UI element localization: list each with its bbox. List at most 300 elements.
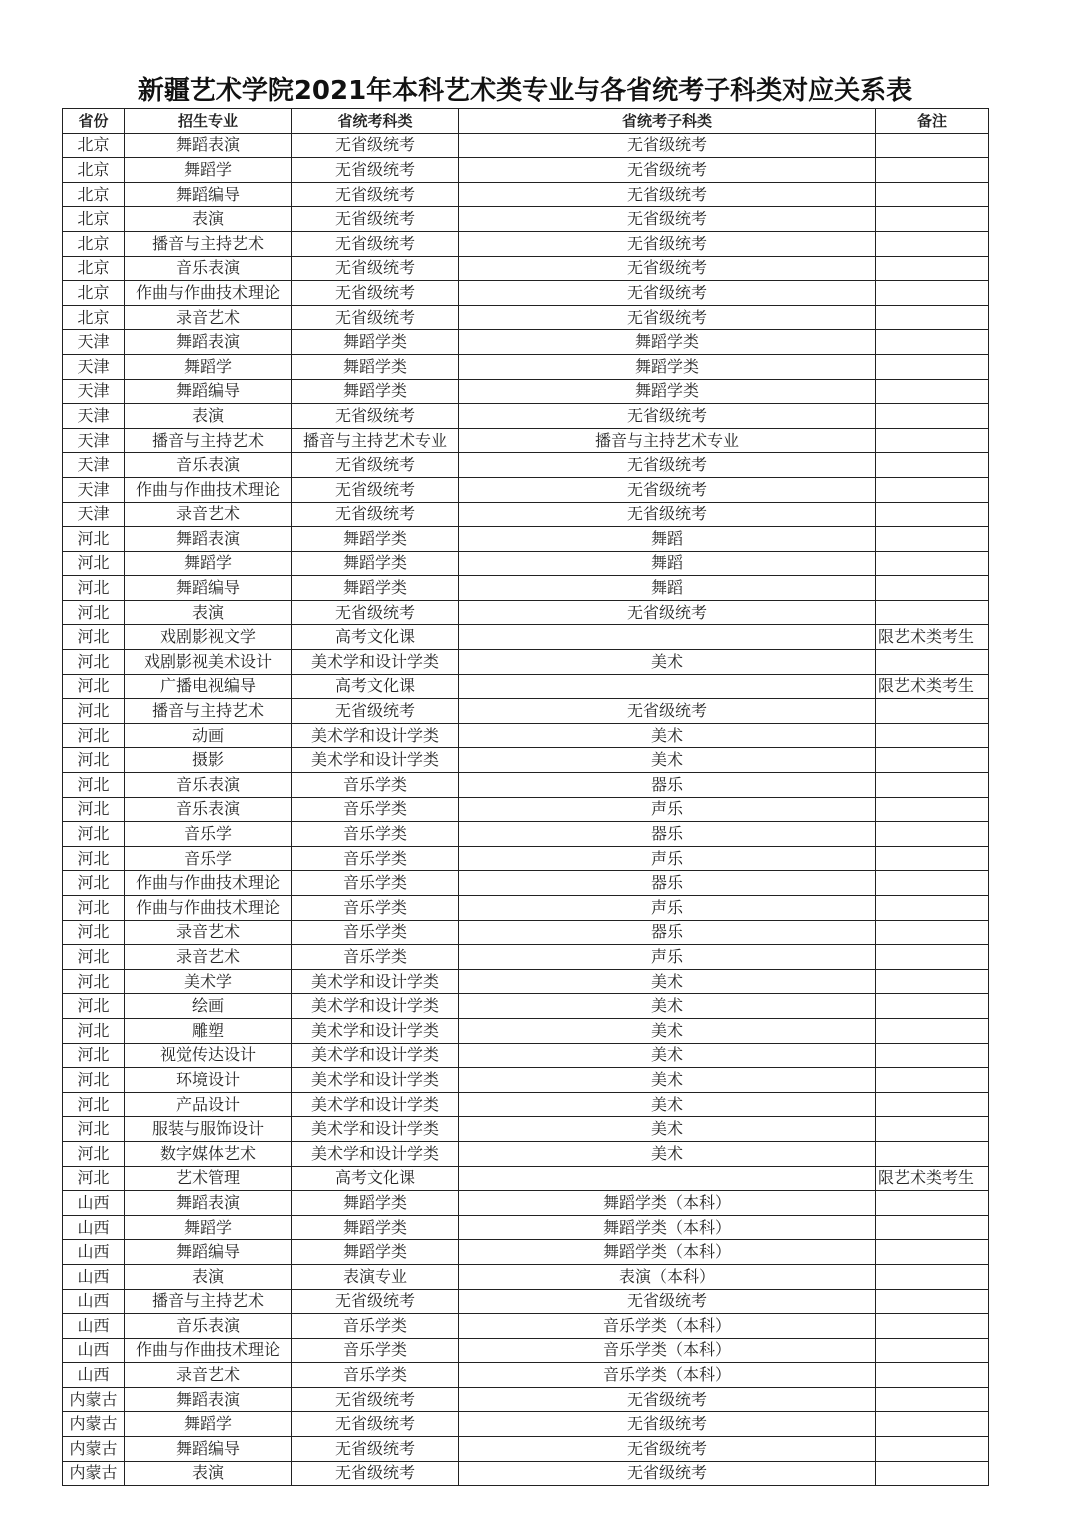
- cell-exam-subcategory: 声乐: [459, 945, 876, 970]
- table-row: [63, 158, 989, 183]
- cell-province: 北京: [63, 182, 125, 207]
- cell-exam-category: 舞蹈学类: [292, 1191, 459, 1216]
- cell-exam-subcategory: 无省级统考: [459, 404, 876, 429]
- cell-major: 舞蹈表演: [125, 133, 292, 158]
- cell-remarks: [876, 428, 989, 453]
- cell-major: 美术学: [125, 969, 292, 994]
- table-row: [63, 354, 989, 379]
- cell-major: 表演: [125, 600, 292, 625]
- table-row: [63, 281, 989, 306]
- table-row: [63, 969, 989, 994]
- cell-province: 山西: [63, 1215, 125, 1240]
- cell-exam-subcategory: 美术: [459, 1018, 876, 1043]
- cell-major: 作曲与作曲技术理论: [125, 871, 292, 896]
- cell-major: 雕塑: [125, 1018, 292, 1043]
- cell-province: 河北: [63, 1092, 125, 1117]
- cell-major: 播音与主持艺术: [125, 231, 292, 256]
- table-row: [63, 1215, 989, 1240]
- table-row: [63, 1363, 989, 1388]
- cell-exam-category: 音乐学类: [292, 1314, 459, 1339]
- cell-exam-category: 无省级统考: [292, 600, 459, 625]
- cell-exam-subcategory: 美术: [459, 1068, 876, 1093]
- cell-remarks: [876, 748, 989, 773]
- cell-major: 服装与服饰设计: [125, 1117, 292, 1142]
- cell-major: 舞蹈编导: [125, 576, 292, 601]
- cell-exam-subcategory: 无省级统考: [459, 600, 876, 625]
- cell-exam-category: 舞蹈学类: [292, 551, 459, 576]
- cell-remarks: [876, 1215, 989, 1240]
- cell-exam-category: 无省级统考: [292, 1387, 459, 1412]
- cell-major: 音乐表演: [125, 773, 292, 798]
- cell-province: 北京: [63, 305, 125, 330]
- cell-exam-subcategory: [459, 674, 876, 699]
- cell-major: 戏剧影视文学: [125, 625, 292, 650]
- table-row: [63, 1412, 989, 1437]
- cell-exam-category: 无省级统考: [292, 1412, 459, 1437]
- cell-exam-subcategory: 舞蹈: [459, 551, 876, 576]
- cell-remarks: [876, 896, 989, 921]
- cell-exam-category: 播音与主持艺术专业: [292, 428, 459, 453]
- cell-province: 内蒙古: [63, 1412, 125, 1437]
- cell-remarks: [876, 1412, 989, 1437]
- cell-remarks: [876, 1289, 989, 1314]
- header-major: 招生专业: [125, 109, 292, 134]
- cell-major: 舞蹈编导: [125, 182, 292, 207]
- cell-exam-category: 音乐学类: [292, 871, 459, 896]
- table-row: [63, 650, 989, 675]
- cell-province: 天津: [63, 379, 125, 404]
- cell-province: 山西: [63, 1289, 125, 1314]
- document-title: 新疆艺术学院2021年本科艺术类专业与各省统考子科类对应关系表: [137, 76, 913, 106]
- cell-exam-category: 美术学和设计学类: [292, 1141, 459, 1166]
- cell-exam-subcategory: 无省级统考: [459, 207, 876, 232]
- cell-province: 河北: [63, 896, 125, 921]
- table-row: [63, 994, 989, 1019]
- cell-province: 山西: [63, 1191, 125, 1216]
- cell-exam-subcategory: 无省级统考: [459, 158, 876, 183]
- cell-exam-category: 舞蹈学类: [292, 379, 459, 404]
- cell-major: 音乐表演: [125, 256, 292, 281]
- cell-major: 环境设计: [125, 1068, 292, 1093]
- table-row: [63, 822, 989, 847]
- cell-major: 表演: [125, 1264, 292, 1289]
- cell-province: 北京: [63, 256, 125, 281]
- cell-remarks: [876, 797, 989, 822]
- cell-exam-category: 美术学和设计学类: [292, 1068, 459, 1093]
- cell-province: 河北: [63, 945, 125, 970]
- cell-remarks: [876, 330, 989, 355]
- cell-exam-category: 无省级统考: [292, 502, 459, 527]
- cell-exam-category: 无省级统考: [292, 207, 459, 232]
- cell-major: 录音艺术: [125, 945, 292, 970]
- cell-exam-subcategory: 无省级统考: [459, 1461, 876, 1486]
- cell-exam-subcategory: 无省级统考: [459, 1437, 876, 1462]
- cell-major: 作曲与作曲技术理论: [125, 477, 292, 502]
- cell-exam-subcategory: 美术: [459, 1141, 876, 1166]
- header-exam-subcategory: 省统考子科类: [459, 109, 876, 134]
- cell-exam-category: 舞蹈学类: [292, 576, 459, 601]
- cell-province: 北京: [63, 281, 125, 306]
- header-row: [63, 109, 989, 134]
- cell-exam-category: 美术学和设计学类: [292, 1043, 459, 1068]
- cell-major: 音乐表演: [125, 1314, 292, 1339]
- cell-province: 河北: [63, 1166, 125, 1191]
- cell-major: 作曲与作曲技术理论: [125, 1338, 292, 1363]
- cell-remarks: [876, 945, 989, 970]
- cell-province: 河北: [63, 600, 125, 625]
- cell-major: 舞蹈表演: [125, 330, 292, 355]
- table-row: [63, 1338, 989, 1363]
- cell-province: 河北: [63, 797, 125, 822]
- table-row: [63, 404, 989, 429]
- cell-exam-category: 无省级统考: [292, 1461, 459, 1486]
- cell-exam-subcategory: 器乐: [459, 920, 876, 945]
- cell-exam-category: 无省级统考: [292, 1289, 459, 1314]
- cell-exam-category: 美术学和设计学类: [292, 1117, 459, 1142]
- cell-province: 天津: [63, 354, 125, 379]
- cell-remarks: [876, 1314, 989, 1339]
- cell-exam-subcategory: 无省级统考: [459, 699, 876, 724]
- cell-exam-subcategory: 无省级统考: [459, 1387, 876, 1412]
- cell-province: 河北: [63, 1018, 125, 1043]
- cell-province: 北京: [63, 133, 125, 158]
- cell-exam-subcategory: 表演（本科）: [459, 1264, 876, 1289]
- cell-exam-subcategory: 无省级统考: [459, 1289, 876, 1314]
- table-row: [63, 846, 989, 871]
- cell-major: 录音艺术: [125, 305, 292, 330]
- cell-exam-subcategory: [459, 625, 876, 650]
- cell-major: 表演: [125, 207, 292, 232]
- cell-province: 山西: [63, 1363, 125, 1388]
- cell-remarks: [876, 182, 989, 207]
- cell-major: 音乐表演: [125, 453, 292, 478]
- cell-province: 河北: [63, 650, 125, 675]
- cell-major: 录音艺术: [125, 502, 292, 527]
- cell-remarks: [876, 576, 989, 601]
- cell-exam-subcategory: 舞蹈: [459, 576, 876, 601]
- cell-exam-category: 音乐学类: [292, 773, 459, 798]
- cell-exam-category: 无省级统考: [292, 404, 459, 429]
- cell-province: 山西: [63, 1240, 125, 1265]
- cell-major: 舞蹈学: [125, 1215, 292, 1240]
- cell-major: 音乐学: [125, 822, 292, 847]
- cell-remarks: [876, 207, 989, 232]
- cell-exam-category: 美术学和设计学类: [292, 994, 459, 1019]
- table-row: [63, 723, 989, 748]
- cell-major: 舞蹈表演: [125, 1387, 292, 1412]
- table-row: [63, 379, 989, 404]
- cell-exam-subcategory: 无省级统考: [459, 477, 876, 502]
- table-row: [63, 1437, 989, 1462]
- table-row: [63, 428, 989, 453]
- cell-remarks: [876, 133, 989, 158]
- cell-remarks: [876, 1387, 989, 1412]
- cell-remarks: [876, 1117, 989, 1142]
- cell-exam-subcategory: 无省级统考: [459, 281, 876, 306]
- cell-major: 数字媒体艺术: [125, 1141, 292, 1166]
- table-row: [63, 231, 989, 256]
- cell-province: 河北: [63, 1068, 125, 1093]
- cell-major: 作曲与作曲技术理论: [125, 281, 292, 306]
- cell-exam-subcategory: 美术: [459, 969, 876, 994]
- table-row: [63, 797, 989, 822]
- cell-major: 表演: [125, 404, 292, 429]
- cell-province: 河北: [63, 1043, 125, 1068]
- cell-major: 动画: [125, 723, 292, 748]
- table-row: [63, 1191, 989, 1216]
- table-row: [63, 674, 989, 699]
- cell-province: 天津: [63, 453, 125, 478]
- cell-major: 舞蹈编导: [125, 1240, 292, 1265]
- table-row: [63, 207, 989, 232]
- cell-remarks: 限艺术类考生: [876, 674, 989, 699]
- cell-exam-category: 表演专业: [292, 1264, 459, 1289]
- table-row: [63, 1314, 989, 1339]
- table-row: [63, 182, 989, 207]
- cell-remarks: 限艺术类考生: [876, 625, 989, 650]
- cell-major: 艺术管理: [125, 1166, 292, 1191]
- cell-province: 河北: [63, 723, 125, 748]
- table-row: [63, 1141, 989, 1166]
- cell-exam-subcategory: 美术: [459, 1043, 876, 1068]
- cell-remarks: [876, 1363, 989, 1388]
- table-row: [63, 1092, 989, 1117]
- cell-exam-category: 音乐学类: [292, 1363, 459, 1388]
- cell-exam-category: 美术学和设计学类: [292, 748, 459, 773]
- table-row: [63, 1117, 989, 1142]
- cell-province: 内蒙古: [63, 1461, 125, 1486]
- table-row: [63, 305, 989, 330]
- cell-province: 河北: [63, 576, 125, 601]
- cell-province: 河北: [63, 822, 125, 847]
- cell-exam-category: 美术学和设计学类: [292, 1018, 459, 1043]
- cell-major: 舞蹈编导: [125, 379, 292, 404]
- table-row: [63, 133, 989, 158]
- cell-remarks: [876, 305, 989, 330]
- cell-major: 表演: [125, 1461, 292, 1486]
- mapping-table: [62, 108, 989, 1486]
- cell-exam-category: 美术学和设计学类: [292, 1092, 459, 1117]
- table-row: [63, 1166, 989, 1191]
- cell-exam-subcategory: 无省级统考: [459, 305, 876, 330]
- cell-exam-subcategory: 舞蹈学类（本科）: [459, 1215, 876, 1240]
- table-row: [63, 527, 989, 552]
- cell-exam-subcategory: 无省级统考: [459, 453, 876, 478]
- table-row: [63, 477, 989, 502]
- cell-exam-subcategory: 美术: [459, 650, 876, 675]
- cell-exam-category: 无省级统考: [292, 231, 459, 256]
- cell-remarks: [876, 256, 989, 281]
- cell-exam-subcategory: 声乐: [459, 846, 876, 871]
- cell-province: 内蒙古: [63, 1387, 125, 1412]
- cell-province: 河北: [63, 994, 125, 1019]
- cell-remarks: [876, 404, 989, 429]
- cell-province: 河北: [63, 625, 125, 650]
- cell-remarks: [876, 699, 989, 724]
- header-exam-category: 省统考科类: [292, 109, 459, 134]
- table-row: [63, 945, 989, 970]
- table-row: [63, 502, 989, 527]
- cell-exam-subcategory: 声乐: [459, 896, 876, 921]
- table-row: [63, 256, 989, 281]
- table-row: [63, 453, 989, 478]
- cell-province: 河北: [63, 773, 125, 798]
- cell-remarks: [876, 502, 989, 527]
- cell-remarks: [876, 379, 989, 404]
- cell-remarks: [876, 158, 989, 183]
- cell-exam-category: 无省级统考: [292, 133, 459, 158]
- cell-exam-category: 高考文化课: [292, 674, 459, 699]
- cell-remarks: [876, 969, 989, 994]
- cell-exam-subcategory: 舞蹈: [459, 527, 876, 552]
- cell-province: 内蒙古: [63, 1437, 125, 1462]
- cell-exam-category: 无省级统考: [292, 281, 459, 306]
- cell-exam-subcategory: 播音与主持艺术专业: [459, 428, 876, 453]
- cell-major: 音乐表演: [125, 797, 292, 822]
- cell-province: 河北: [63, 846, 125, 871]
- cell-remarks: [876, 1068, 989, 1093]
- table-row: [63, 920, 989, 945]
- cell-remarks: [876, 1240, 989, 1265]
- cell-remarks: [876, 1043, 989, 1068]
- cell-exam-category: 音乐学类: [292, 945, 459, 970]
- cell-remarks: [876, 281, 989, 306]
- cell-exam-subcategory: 无省级统考: [459, 1412, 876, 1437]
- cell-exam-category: 美术学和设计学类: [292, 969, 459, 994]
- cell-province: 河北: [63, 674, 125, 699]
- cell-remarks: [876, 354, 989, 379]
- cell-major: 舞蹈学: [125, 551, 292, 576]
- cell-remarks: [876, 920, 989, 945]
- cell-remarks: [876, 453, 989, 478]
- cell-province: 河北: [63, 699, 125, 724]
- cell-exam-subcategory: 舞蹈学类: [459, 354, 876, 379]
- table-row: [63, 748, 989, 773]
- cell-remarks: [876, 600, 989, 625]
- cell-remarks: [876, 822, 989, 847]
- cell-exam-category: 无省级统考: [292, 699, 459, 724]
- cell-province: 天津: [63, 404, 125, 429]
- cell-major: 舞蹈学: [125, 354, 292, 379]
- cell-province: 河北: [63, 551, 125, 576]
- cell-province: 天津: [63, 477, 125, 502]
- cell-exam-category: 音乐学类: [292, 1338, 459, 1363]
- cell-major: 摄影: [125, 748, 292, 773]
- cell-exam-subcategory: 美术: [459, 748, 876, 773]
- cell-exam-subcategory: 舞蹈学类: [459, 379, 876, 404]
- cell-exam-subcategory: 音乐学类（本科）: [459, 1338, 876, 1363]
- cell-exam-subcategory: 美术: [459, 994, 876, 1019]
- cell-province: 北京: [63, 231, 125, 256]
- cell-major: 录音艺术: [125, 1363, 292, 1388]
- cell-exam-subcategory: 美术: [459, 1092, 876, 1117]
- cell-major: 舞蹈编导: [125, 1437, 292, 1462]
- cell-remarks: [876, 1018, 989, 1043]
- cell-exam-subcategory: 器乐: [459, 871, 876, 896]
- cell-remarks: [876, 1437, 989, 1462]
- cell-remarks: 限艺术类考生: [876, 1166, 989, 1191]
- cell-remarks: [876, 1141, 989, 1166]
- cell-exam-category: 音乐学类: [292, 797, 459, 822]
- cell-exam-category: 无省级统考: [292, 256, 459, 281]
- cell-remarks: [876, 527, 989, 552]
- cell-province: 北京: [63, 158, 125, 183]
- cell-major: 视觉传达设计: [125, 1043, 292, 1068]
- cell-major: 舞蹈表演: [125, 1191, 292, 1216]
- cell-province: 河北: [63, 969, 125, 994]
- header-remarks: 备注: [876, 109, 989, 134]
- cell-remarks: [876, 1092, 989, 1117]
- cell-exam-category: 音乐学类: [292, 822, 459, 847]
- cell-major: 播音与主持艺术: [125, 699, 292, 724]
- cell-exam-category: 舞蹈学类: [292, 330, 459, 355]
- cell-province: 山西: [63, 1338, 125, 1363]
- cell-exam-category: 音乐学类: [292, 846, 459, 871]
- cell-major: 作曲与作曲技术理论: [125, 896, 292, 921]
- table-row: [63, 896, 989, 921]
- cell-major: 舞蹈学: [125, 1412, 292, 1437]
- cell-remarks: [876, 1264, 989, 1289]
- cell-major: 产品设计: [125, 1092, 292, 1117]
- cell-exam-subcategory: 无省级统考: [459, 133, 876, 158]
- cell-major: 录音艺术: [125, 920, 292, 945]
- cell-province: 北京: [63, 207, 125, 232]
- cell-exam-category: 音乐学类: [292, 920, 459, 945]
- cell-remarks: [876, 1461, 989, 1486]
- cell-exam-category: 舞蹈学类: [292, 1215, 459, 1240]
- cell-major: 舞蹈学: [125, 158, 292, 183]
- cell-exam-category: 无省级统考: [292, 158, 459, 183]
- cell-exam-subcategory: 无省级统考: [459, 231, 876, 256]
- table-row: [63, 773, 989, 798]
- cell-exam-subcategory: 声乐: [459, 797, 876, 822]
- table-row: [63, 1043, 989, 1068]
- table-row: [63, 1068, 989, 1093]
- cell-province: 河北: [63, 1141, 125, 1166]
- cell-exam-category: 无省级统考: [292, 453, 459, 478]
- cell-province: 天津: [63, 330, 125, 355]
- cell-remarks: [876, 994, 989, 1019]
- table-row: [63, 699, 989, 724]
- cell-remarks: [876, 723, 989, 748]
- cell-province: 河北: [63, 871, 125, 896]
- cell-remarks: [876, 1191, 989, 1216]
- cell-major: 播音与主持艺术: [125, 1289, 292, 1314]
- cell-exam-category: 高考文化课: [292, 1166, 459, 1191]
- cell-province: 天津: [63, 502, 125, 527]
- cell-exam-subcategory: 舞蹈学类（本科）: [459, 1240, 876, 1265]
- cell-province: 河北: [63, 1117, 125, 1142]
- table-row: [63, 625, 989, 650]
- cell-province: 天津: [63, 428, 125, 453]
- cell-exam-category: 无省级统考: [292, 305, 459, 330]
- cell-remarks: [876, 1338, 989, 1363]
- cell-major: 戏剧影视美术设计: [125, 650, 292, 675]
- cell-province: 山西: [63, 1314, 125, 1339]
- cell-exam-category: 无省级统考: [292, 477, 459, 502]
- table-body: [63, 133, 989, 1486]
- cell-exam-subcategory: 舞蹈学类: [459, 330, 876, 355]
- cell-province: 山西: [63, 1264, 125, 1289]
- cell-exam-category: 美术学和设计学类: [292, 650, 459, 675]
- cell-province: 河北: [63, 527, 125, 552]
- cell-remarks: [876, 231, 989, 256]
- cell-exam-subcategory: 舞蹈学类（本科）: [459, 1191, 876, 1216]
- cell-remarks: [876, 650, 989, 675]
- table-row: [63, 871, 989, 896]
- cell-exam-category: 无省级统考: [292, 182, 459, 207]
- cell-exam-category: 美术学和设计学类: [292, 723, 459, 748]
